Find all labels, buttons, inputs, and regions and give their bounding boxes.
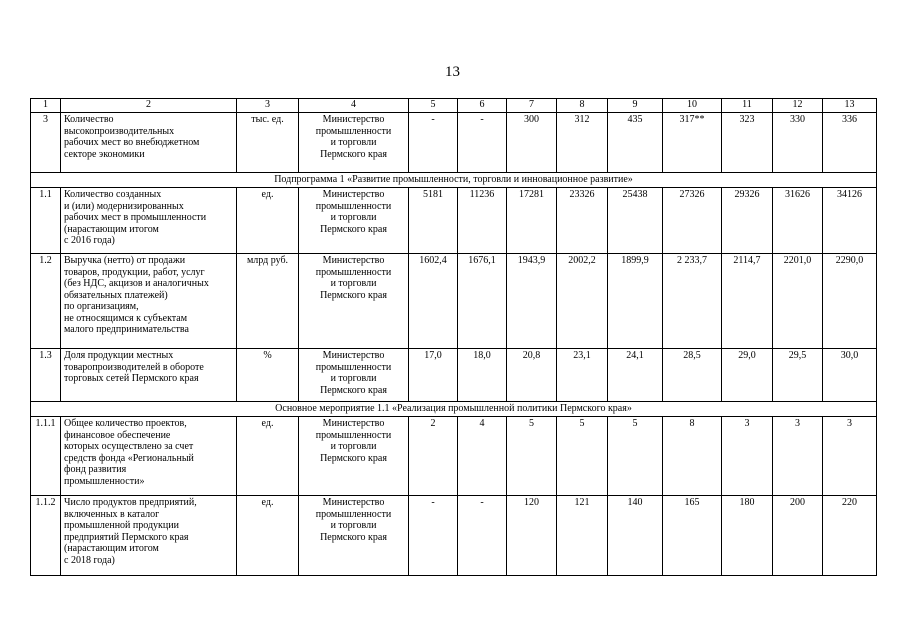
column-number: 7 bbox=[507, 99, 557, 113]
indicator-value: 220 bbox=[823, 496, 877, 576]
column-number: 12 bbox=[773, 99, 823, 113]
indicator-value: 323 bbox=[722, 113, 773, 173]
row-number: 1.3 bbox=[31, 349, 61, 402]
section-row bbox=[31, 173, 877, 188]
indicator-value: 28,5 bbox=[663, 349, 722, 402]
indicator-value: 34126 bbox=[823, 188, 877, 254]
table-row bbox=[31, 254, 877, 349]
row-number: 1.1.2 bbox=[31, 496, 61, 576]
indicator-value: - bbox=[458, 496, 507, 576]
page-number: 13 bbox=[445, 64, 460, 80]
indicator-value: 23,1 bbox=[557, 349, 608, 402]
indicator-value: 336 bbox=[823, 113, 877, 173]
section-row bbox=[31, 402, 877, 417]
table-row bbox=[31, 349, 877, 402]
table-header-row bbox=[31, 99, 877, 113]
unit-of-measure: ед. bbox=[237, 417, 299, 496]
indicator-value: 31626 bbox=[773, 188, 823, 254]
indicator-value: 25438 bbox=[608, 188, 663, 254]
unit-of-measure: % bbox=[237, 349, 299, 402]
indicator-value: 330 bbox=[773, 113, 823, 173]
indicator-value: 120 bbox=[507, 496, 557, 576]
indicator-value: 2 233,7 bbox=[663, 254, 722, 349]
row-number: 1.2 bbox=[31, 254, 61, 349]
indicator-value: 3 bbox=[823, 417, 877, 496]
indicator-value: 1602,4 bbox=[409, 254, 458, 349]
executor: Министерство промышленности и торговли Пермского края bbox=[299, 417, 409, 496]
indicator-value: 300 bbox=[507, 113, 557, 173]
indicator-value: 140 bbox=[608, 496, 663, 576]
indicator-value: 2114,7 bbox=[722, 254, 773, 349]
indicator-value: 17,0 bbox=[409, 349, 458, 402]
column-number: 9 bbox=[608, 99, 663, 113]
executor: Министерство промышленности и торговли Пермского края bbox=[299, 113, 409, 173]
unit-of-measure: ед. bbox=[237, 188, 299, 254]
table-row bbox=[31, 113, 877, 173]
indicator-value: - bbox=[458, 113, 507, 173]
indicator-value: 3 bbox=[722, 417, 773, 496]
column-number: 6 bbox=[458, 99, 507, 113]
row-number: 1.1 bbox=[31, 188, 61, 254]
unit-of-measure: тыс. ед. bbox=[237, 113, 299, 173]
column-number: 1 bbox=[31, 99, 61, 113]
indicator-value: 11236 bbox=[458, 188, 507, 254]
indicator-value: 200 bbox=[773, 496, 823, 576]
indicator-value: 3 bbox=[773, 417, 823, 496]
indicator-value: 24,1 bbox=[608, 349, 663, 402]
indicator-value: 317** bbox=[663, 113, 722, 173]
indicator-value: 29,0 bbox=[722, 349, 773, 402]
row-number: 3 bbox=[31, 113, 61, 173]
indicator-value: 121 bbox=[557, 496, 608, 576]
indicator-value: 1676,1 bbox=[458, 254, 507, 349]
column-number: 5 bbox=[409, 99, 458, 113]
section-title: Подпрограмма 1 «Развитие промышленности, торговли и инновационное развитие» bbox=[31, 173, 877, 188]
table-row bbox=[31, 417, 877, 496]
indicator-value: 27326 bbox=[663, 188, 722, 254]
indicators-table bbox=[30, 98, 877, 576]
column-number: 11 bbox=[722, 99, 773, 113]
executor: Министерство промышленности и торговли Пермского края bbox=[299, 254, 409, 349]
indicator-name: Выручка (нетто) от продажи товаров, продукции, работ, услуг (без НДС, акцизов и аналогичных обязательных платежей) по организациям, не относящимся к субъектам малого предпринимательства bbox=[61, 254, 237, 349]
unit-of-measure: ед. bbox=[237, 496, 299, 576]
table-row bbox=[31, 188, 877, 254]
section-title: Основное мероприятие 1.1 «Реализация промышленной политики Пермского края» bbox=[31, 402, 877, 417]
column-number: 10 bbox=[663, 99, 722, 113]
indicator-value: 165 bbox=[663, 496, 722, 576]
table-row bbox=[31, 496, 877, 576]
executor: Министерство промышленности и торговли Пермского края bbox=[299, 349, 409, 402]
indicator-name: Общее количество проектов, финансовое обеспечение которых осуществлено за счет средств фонда «Региональный фонд развития промышленности» bbox=[61, 417, 237, 496]
column-number: 3 bbox=[237, 99, 299, 113]
indicator-value: 2 bbox=[409, 417, 458, 496]
indicator-value: 18,0 bbox=[458, 349, 507, 402]
indicator-name: Количество высокопроизводительных рабочих мест во внебюджетном секторе экономики bbox=[61, 113, 237, 173]
indicator-value: 2002,2 bbox=[557, 254, 608, 349]
indicator-name: Число продуктов предприятий, включенных в каталог промышленной продукции предприятий Пермского края (нарастающим итогом с 2018 года) bbox=[61, 496, 237, 576]
column-number: 4 bbox=[299, 99, 409, 113]
indicator-value: 29326 bbox=[722, 188, 773, 254]
indicator-name: Количество созданных и (или) модернизированных рабочих мест в промышленности (нарастающим итогом с 2016 года) bbox=[61, 188, 237, 254]
unit-of-measure: млрд руб. bbox=[237, 254, 299, 349]
indicator-value: 29,5 bbox=[773, 349, 823, 402]
indicator-value: 435 bbox=[608, 113, 663, 173]
indicator-value: 8 bbox=[663, 417, 722, 496]
indicator-value: 180 bbox=[722, 496, 773, 576]
executor: Министерство промышленности и торговли Пермского края bbox=[299, 496, 409, 576]
indicator-value: - bbox=[409, 113, 458, 173]
indicator-value: 1899,9 bbox=[608, 254, 663, 349]
indicator-value: 312 bbox=[557, 113, 608, 173]
column-number: 2 bbox=[61, 99, 237, 113]
indicator-value: 5181 bbox=[409, 188, 458, 254]
column-number: 8 bbox=[557, 99, 608, 113]
indicator-value: 20,8 bbox=[507, 349, 557, 402]
indicator-value: 23326 bbox=[557, 188, 608, 254]
row-number: 1.1.1 bbox=[31, 417, 61, 496]
column-number: 13 bbox=[823, 99, 877, 113]
indicator-name: Доля продукции местных товаропроизводителей в обороте торговых сетей Пермского края bbox=[61, 349, 237, 402]
indicator-value: 5 bbox=[608, 417, 663, 496]
indicator-value: 17281 bbox=[507, 188, 557, 254]
executor: Министерство промышленности и торговли Пермского края bbox=[299, 188, 409, 254]
indicator-value: 1943,9 bbox=[507, 254, 557, 349]
indicator-value: 5 bbox=[507, 417, 557, 496]
indicator-value: 5 bbox=[557, 417, 608, 496]
indicator-value: 4 bbox=[458, 417, 507, 496]
indicator-value: - bbox=[409, 496, 458, 576]
indicator-value: 2290,0 bbox=[823, 254, 877, 349]
indicator-value: 30,0 bbox=[823, 349, 877, 402]
indicator-value: 2201,0 bbox=[773, 254, 823, 349]
